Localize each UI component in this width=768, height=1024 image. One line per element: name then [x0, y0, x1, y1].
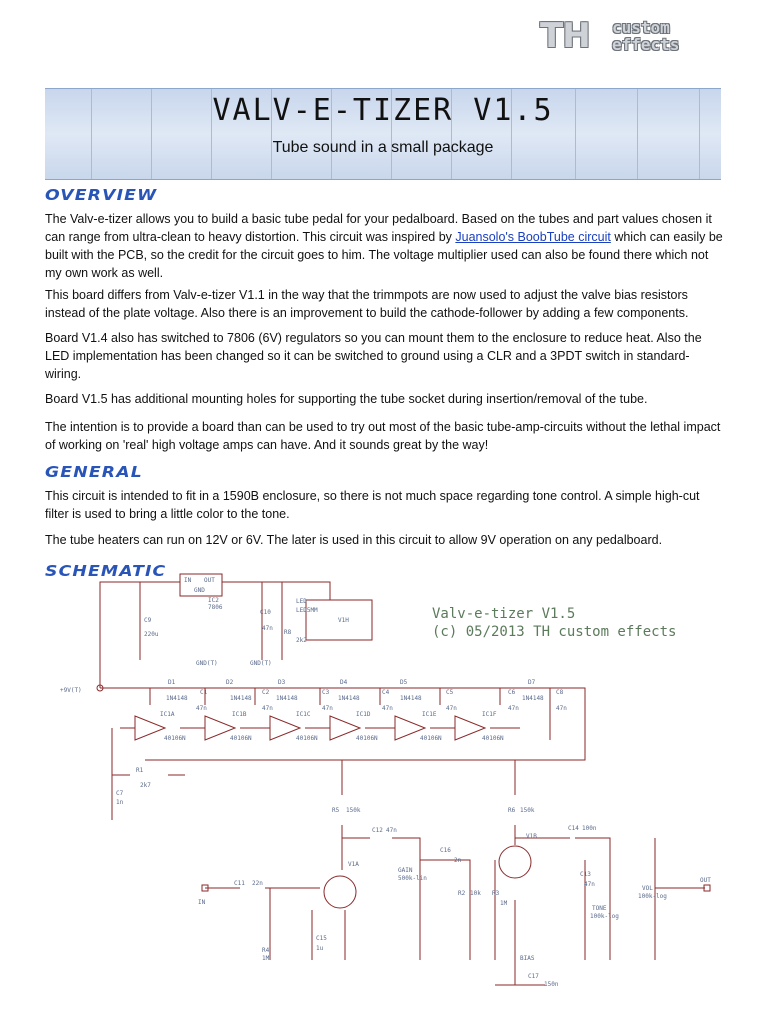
led-value: LED5MM [296, 607, 318, 614]
gain-value: 500k-lin [398, 875, 427, 882]
c8-value: 47n [556, 705, 567, 712]
v1-heater-label: V1H [338, 617, 349, 624]
ic1b-value: 40106N [230, 735, 252, 742]
c10-value: 47n [262, 625, 273, 632]
c5-label: C5 [446, 689, 454, 696]
c10-label: C10 [260, 609, 271, 616]
general-heading: GENERAL [45, 463, 143, 481]
logo-line-1: custom [612, 18, 670, 37]
gnd-t-2: GND(T) [250, 660, 272, 667]
c4-label: C4 [382, 689, 390, 696]
vol-value: 100k-log [638, 893, 667, 900]
v1b-label: V1B [526, 833, 537, 840]
c11-label: C11 [234, 880, 245, 887]
d1-value: 1N4148 [166, 695, 188, 702]
ic1c-label: IC1C [296, 711, 311, 718]
schematic-heading: SCHEMATIC [45, 562, 167, 580]
r6-label: R6 [508, 807, 516, 814]
plus9v-label: +9V(T) [60, 687, 82, 694]
c16-value: 2n [454, 857, 462, 864]
d2-value: 1N4148 [230, 695, 252, 702]
logo-line-2: effects [612, 35, 680, 54]
r3-value: 1M [500, 900, 508, 907]
vol-label: VOL [642, 885, 653, 892]
gnd-t-1: GND(T) [196, 660, 218, 667]
ic1e-value: 40106N [420, 735, 442, 742]
d1-label: D1 [168, 679, 176, 686]
v1a-label: V1A [348, 861, 359, 868]
tone-label: TONE [592, 905, 607, 912]
ic1a-value: 40106N [164, 735, 186, 742]
c4-value: 47n [382, 705, 393, 712]
d4-label: D4 [340, 679, 348, 686]
c9-label: C9 [144, 617, 152, 624]
ic2-gnd-label: GND [194, 587, 205, 594]
ic1b-label: IC1B [232, 711, 247, 718]
overview-paragraph-4: Board V1.5 has additional mounting holes for supporting the tube socket during insertion/removal of the tube. [45, 392, 648, 406]
d3-value: 1N4148 [276, 695, 298, 702]
d2-label: D2 [226, 679, 234, 686]
schematic-diagram [40, 570, 730, 1016]
c14-value: 100n [582, 825, 597, 832]
c14-label: C14 [568, 825, 579, 832]
out-jack-label: OUT [700, 877, 711, 884]
general-paragraph-1: This circuit is intended to fit in a 1590B enclosure, so there is not much space regarding tone control. A simple high-cut filter is used to bring a little color to the tone. [45, 489, 700, 521]
c13-label: C13 [580, 871, 591, 878]
r5-value: 150k [346, 807, 361, 814]
ic2-in-label: IN [184, 577, 192, 584]
r2-label: R2 [458, 890, 466, 897]
d7-label: D7 [528, 679, 536, 686]
overview-paragraph-3: Board V1.4 also has switched to 7806 (6V) regulators so you can mount them to the enclosure to reduce heat. Also the LED implementation has been changed so it can be switched to ground using a CLR and a 3PDT switch in standard-wiring. [45, 331, 702, 381]
boobtube-link[interactable]: Juansolo's BoobTube circuit [455, 230, 611, 244]
r1-label: R1 [136, 767, 144, 774]
logo-initials: TH [540, 16, 590, 56]
ic2-label: IC2 [208, 597, 219, 604]
ic2-value: 7806 [208, 604, 223, 611]
r3-label: R3 [492, 890, 500, 897]
schematic-title-1: Valv-e-tizer V1.5 [432, 606, 576, 622]
gain-label: GAIN [398, 867, 413, 874]
general-paragraph-2: The tube heaters can run on 12V or 6V. The later is used in this circuit to allow 9V operation on any pedalboard. [45, 533, 663, 547]
bias-label: BIAS [520, 955, 535, 962]
c13-value: 47n [584, 881, 595, 888]
r5-label: R5 [332, 807, 340, 814]
c17-label: C17 [528, 973, 539, 980]
brand-logo [540, 18, 726, 54]
overview-heading: OVERVIEW [45, 186, 158, 204]
ic1f-label: IC1F [482, 711, 497, 718]
d5-label: D5 [400, 679, 408, 686]
c11-value: 22n [252, 880, 263, 887]
r8-label: R8 [284, 629, 292, 636]
c6-label: C6 [508, 689, 516, 696]
overview-paragraph-5: The intention is to provide a board than can be used to try out most of the basic tube-amp-circuits without the lethal impact of working on 'real' high voltage amps can have. And it sounds great by the way! [45, 420, 721, 452]
title-banner [45, 88, 721, 180]
overview-paragraph-1: The Valv-e-tizer allows you to build a basic tube pedal for your pedalboard. Based on the tubes and part values chosen it can range from ultra-clean to heavy distortion. This circuit was inspired by Juansolo's BoobTube circuit which can easily be built with the PCB, so the credit for the circuit goes to him. The voltage multiplier used can also be found there which not my own work as well. [45, 212, 723, 280]
d7-value: 1N4148 [522, 695, 544, 702]
c12-label: C12 [372, 827, 383, 834]
schematic-title-2: (c) 05/2013 TH custom effects [432, 624, 677, 640]
overview-paragraph-2: This board differs from Valv-e-tizer V1.1 in the way that the trimmpots are now used to adjust the valve bias resistors instead of the plate voltage. Also there is an improvement to build the cathode-follower by adding a few components. [45, 288, 689, 320]
c9-value: 220u [144, 631, 159, 638]
led-label: LED [296, 598, 307, 605]
ic1a-label: IC1A [160, 711, 175, 718]
c3-label: C3 [322, 689, 330, 696]
c7-label: C7 [116, 790, 124, 797]
ic1d-label: IC1D [356, 711, 371, 718]
r6-value: 150k [520, 807, 535, 814]
r8-value: 2k2 [296, 637, 307, 644]
c15-value: 1u [316, 945, 324, 952]
page-subtitle: Tube sound in a small package [272, 139, 494, 156]
c3-value: 47n [322, 705, 333, 712]
c16-label: C16 [440, 847, 451, 854]
ic1d-value: 40106N [356, 735, 378, 742]
ic1f-value: 40106N [482, 735, 504, 742]
page-title: VALV-E-TIZER V1.5 [212, 93, 554, 128]
d4-value: 1N4148 [338, 695, 360, 702]
r2-value: 10k [470, 890, 481, 897]
ic1c-value: 40106N [296, 735, 318, 742]
ic1e-label: IC1E [422, 711, 437, 718]
in-jack-label: IN [198, 899, 206, 906]
d3-label: D3 [278, 679, 286, 686]
c7-value: 1n [116, 799, 124, 806]
c2-value: 47n [262, 705, 273, 712]
r4-label: R4 [262, 947, 270, 954]
c5-value: 47n [446, 705, 457, 712]
c15-label: C15 [316, 935, 327, 942]
c17-value: 150n [544, 981, 559, 988]
c1-value: 47n [196, 705, 207, 712]
c2-label: C2 [262, 689, 270, 696]
r1-value: 2k7 [140, 782, 151, 789]
r4-value: 1M [262, 955, 270, 962]
ic2-out-label: OUT [204, 577, 215, 584]
c12-value: 47n [386, 827, 397, 834]
c1-label: C1 [200, 689, 208, 696]
c8-label: C8 [556, 689, 564, 696]
tone-value: 100k-log [590, 913, 619, 920]
d5-value: 1N4148 [400, 695, 422, 702]
c6-value: 47n [508, 705, 519, 712]
